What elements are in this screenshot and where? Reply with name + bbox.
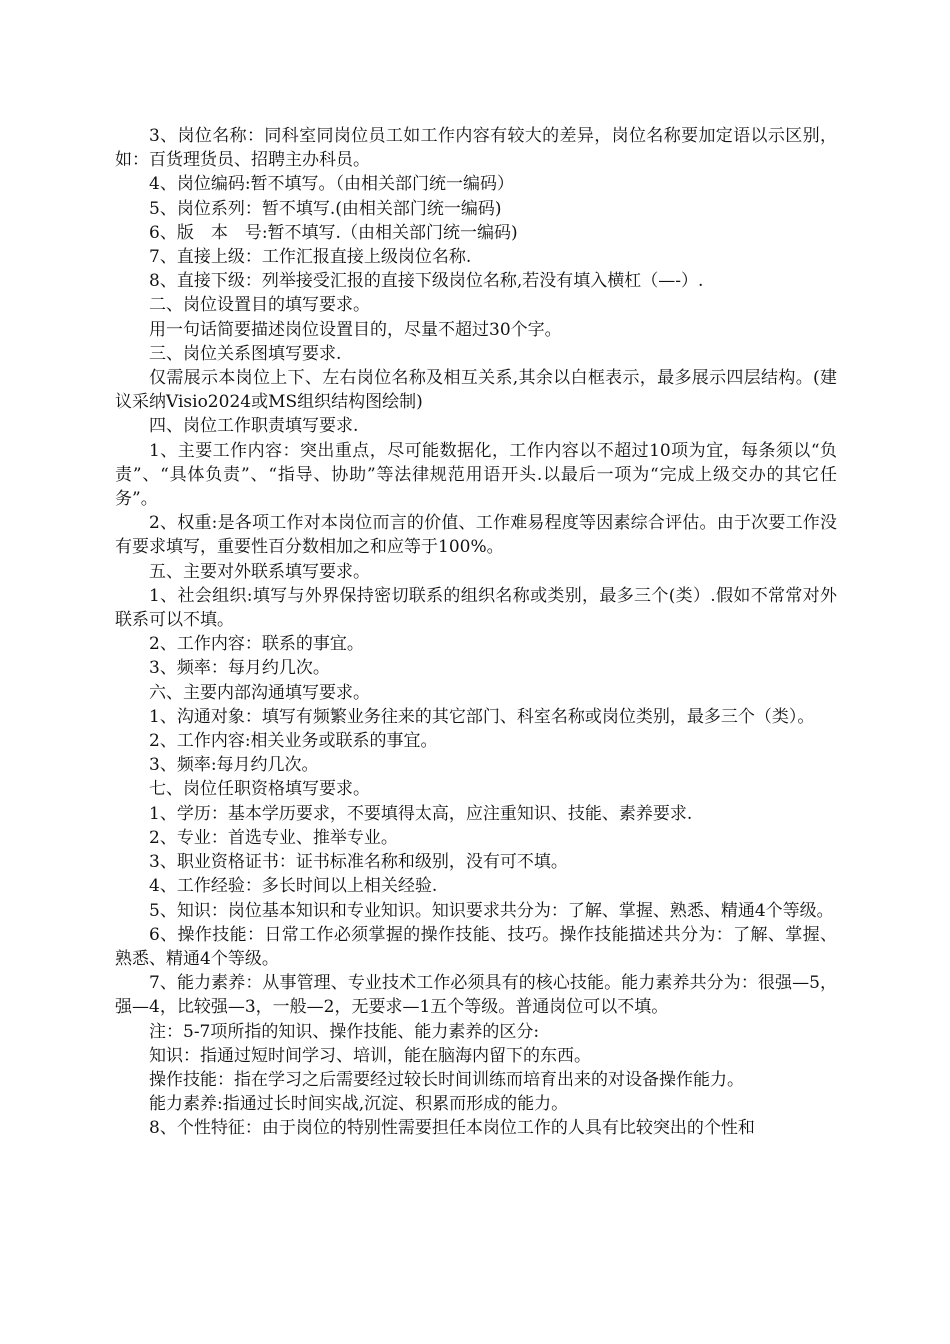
paragraph-main-work-content: 1、主要工作内容：突出重点，尽可能数据化，工作内容以不超过10项为宜，每条须以“负责”、“具体负责”、“指导、协助”等法律规范用语开头.以最后一项为“完成上级交办的其它任务”。 [115,440,837,510]
paragraph-position-name: 3、岗位名称：同科室同岗位员工如工作内容有较大的差异，岗位名称要加定语以示区别，如：百货理货员、招聘主办科员。 [115,126,837,171]
document-body [115,124,837,1141]
paragraph-knowledge-definition: 知识：指通过短时间学习、培训，能在脑海内留下的东西。 [149,1045,591,1066]
paragraph-relationship-chart: 仅需展示本岗位上下、左右岗位名称及相互关系,其余以白框表示，最多展示四层结构。(建议采纳Visio2024或MS组织结构图绘制) [115,368,837,413]
paragraph-weight: 2、权重:是各项工作对本岗位而言的价值、工作难易程度等因素综合评估。由于次要工作没有要求填写，重要性百分数相加之和应等于100%。 [115,513,837,558]
heading-position-purpose: 二、岗位设置目的填写要求。 [149,295,370,316]
heading-external-contacts: 五、主要对外联系填写要求。 [149,561,370,582]
paragraph-operation-skills: 6、操作技能：日常工作必须掌握的操作技能、技巧。操作技能描述共分为：了解、掌握、熟悉、精通4个等级。 [115,924,837,969]
paragraph-external-frequency: 3、频率：每月约几次。 [149,658,330,679]
heading-job-duties: 四、岗位工作职责填写要求. [149,416,359,437]
paragraph-internal-frequency: 3、频率:每月约几次。 [149,755,319,776]
paragraph-ability-definition: 能力素养:指通过长时间实战,沉淀、积累而形成的能力。 [149,1094,569,1115]
paragraph-social-organization: 1、社会组织:填写与外界保持密切联系的组织名称或类别，最多三个(类）.假如不常常对外联系可以不填。 [115,585,837,631]
heading-qualifications: 七、岗位任职资格填写要求。 [149,779,370,800]
paragraph-ability-quality: 7、能力素养：从事管理、专业技术工作必须具有的核心技能。能力素养共分为：很强—5，强—4，比较强—3，一般—2，无要求—1五个等级。普通岗位可以不填。 [115,973,837,1018]
heading-internal-communication: 六、主要内部沟通填写要求。 [149,682,370,703]
paragraph-note: 注：5-7项所指的知识、操作技能、能力素养的区分: [149,1021,540,1042]
paragraph-position-series: 5、岗位系列：暂不填写.(由相关部门统一编码) [149,198,502,219]
paragraph-major: 2、专业：首选专业、推举专业。 [149,827,398,848]
paragraph-certificate: 3、职业资格证书：证书标准名称和级别，没有可不填。 [149,852,568,873]
paragraph-personality-traits: 8、个性特征：由于岗位的特别性需要担任本岗位工作的人具有比较突出的个性和 [149,1118,755,1139]
heading-relationship-chart: 三、岗位关系图填写要求. [149,343,342,364]
paragraph-work-experience: 4、工作经验：多长时间以上相关经验. [149,876,438,897]
paragraph-position-code: 4、岗位编码:暂不填写。（由相关部门统一编码） [149,174,515,195]
paragraph-communication-target: 1、沟通对象：填写有频繁业务往来的其它部门、科室名称或岗位类别，最多三个（类）。 [149,706,815,727]
paragraph-version-number: 6、版 本 号:暂不填写.（由相关部门统一编码) [149,222,518,243]
paragraph-direct-superior: 7、直接上级：工作汇报直接上级岗位名称. [149,247,472,268]
paragraph-education: 1、学历：基本学历要求，不要填得太高，应注重知识、技能、素养要求. [149,803,693,824]
paragraph-purpose-description: 用一句话简要描述岗位设置目的，尽量不超过30个字。 [149,319,562,340]
paragraph-skill-definition: 操作技能：指在学习之后需要经过较长时间训练而培育出来的对设备操作能力。 [149,1069,744,1090]
paragraph-knowledge: 5、知识：岗位基本知识和专业知识。知识要求共分为：了解、掌握、熟悉、精通4个等级。 [149,900,834,921]
paragraph-direct-subordinate: 8、直接下级：列举接受汇报的直接下级岗位名称,若没有填入横杠（—-）. [149,271,704,292]
paragraph-internal-work-content: 2、工作内容:相关业务或联系的事宜。 [149,731,438,752]
paragraph-external-work-content: 2、工作内容：联系的事宜。 [149,634,364,655]
